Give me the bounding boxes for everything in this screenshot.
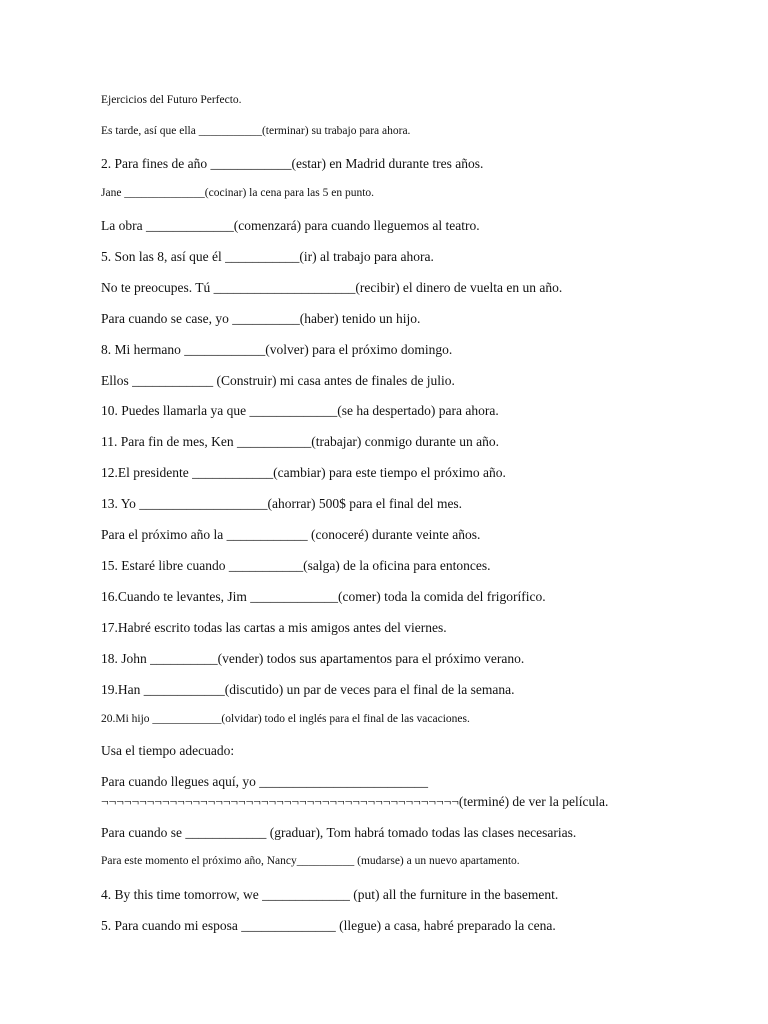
section-heading: Usa el tiempo adecuado: [101,743,235,758]
exercise-line: 5. Son las 8, así que él ___________(ir) al trabajo para ahora. [101,249,434,264]
exercise-line: Para cuando llegues aquí, yo _________________________ [101,774,428,789]
exercise-line: 17.Habré escrito todas las cartas a mis amigos antes del viernes. [101,620,447,635]
exercise-line: La obra _____________(comenzará) para cuando lleguemos al teatro. [101,218,480,233]
exercise-line: 16.Cuando te levantes, Jim _____________(comer) toda la comida del frigorífico. [101,589,546,604]
exercise-line: 11. Para fin de mes, Ken ___________(trabajar) conmigo durante un año. [101,434,500,449]
exercise-line: 18. John __________(vender) todos sus apartamentos para el próximo verano. [101,651,525,666]
exercise-line: 19.Han ____________(discutido) un par de veces para el final de la semana. [101,682,515,697]
exercise-line: Es tarde, así que ella ___________(terminar) su trabajo para ahora. [101,125,411,137]
exercise-line: 12.El presidente ____________(cambiar) para este tiempo el próximo año. [101,465,506,480]
exercise-line: 20.Mi hijo ____________(olvidar) todo el inglés para el final de las vacaciones. [101,713,470,725]
exercise-line: 8. Mi hermano ____________(volver) para el próximo domingo. [101,342,453,357]
exercise-line: 15. Estaré libre cuando ___________(salga) de la oficina para entonces. [101,558,491,573]
exercise-line: Ellos ____________ (Construir) mi casa antes de finales de julio. [101,373,455,388]
exercise-line: Para el próximo año la ____________ (conoceré) durante veinte años. [101,527,481,542]
exercise-line: 10. Puedes llamarla ya que _____________(se ha despertado) para ahora. [101,403,499,418]
exercise-line: 5. Para cuando mi esposa ______________ (llegue) a casa, habré preparado la cena. [101,918,556,933]
exercise-line: Jane ______________(cocinar) la cena para las 5 en punto. [101,187,375,199]
exercise-line: No te preocupes. Tú _____________________(recibir) el dinero de vuelta en un año. [101,280,563,295]
document-title: Ejercicios del Futuro Perfecto. [101,94,242,106]
exercise-line: 13. Yo ___________________(ahorrar) 500$ para el final del mes. [101,496,463,511]
exercise-line: Para cuando se ____________ (graduar), Tom habrá tomado todas las clases necesarias. [101,825,577,840]
exercise-line: Para este momento el próximo año, Nancy__________ (mudarse) a un nuevo apartamento. [101,855,520,867]
exercise-line: 2. Para fines de año ____________(estar) en Madrid durante tres años. [101,156,484,171]
exercise-line: Para cuando se case, yo __________(haber) tenido un hijo. [101,311,421,326]
exercise-line: ¬¬¬¬¬¬¬¬¬¬¬¬¬¬¬¬¬¬¬¬¬¬¬¬¬¬¬¬¬¬¬¬¬¬¬¬¬¬¬¬¬¬¬¬¬¬¬(terminé) de ver la película. [101,794,609,809]
exercise-line: 4. By this time tomorrow, we _____________ (put) all the furniture in the basement. [101,887,559,902]
